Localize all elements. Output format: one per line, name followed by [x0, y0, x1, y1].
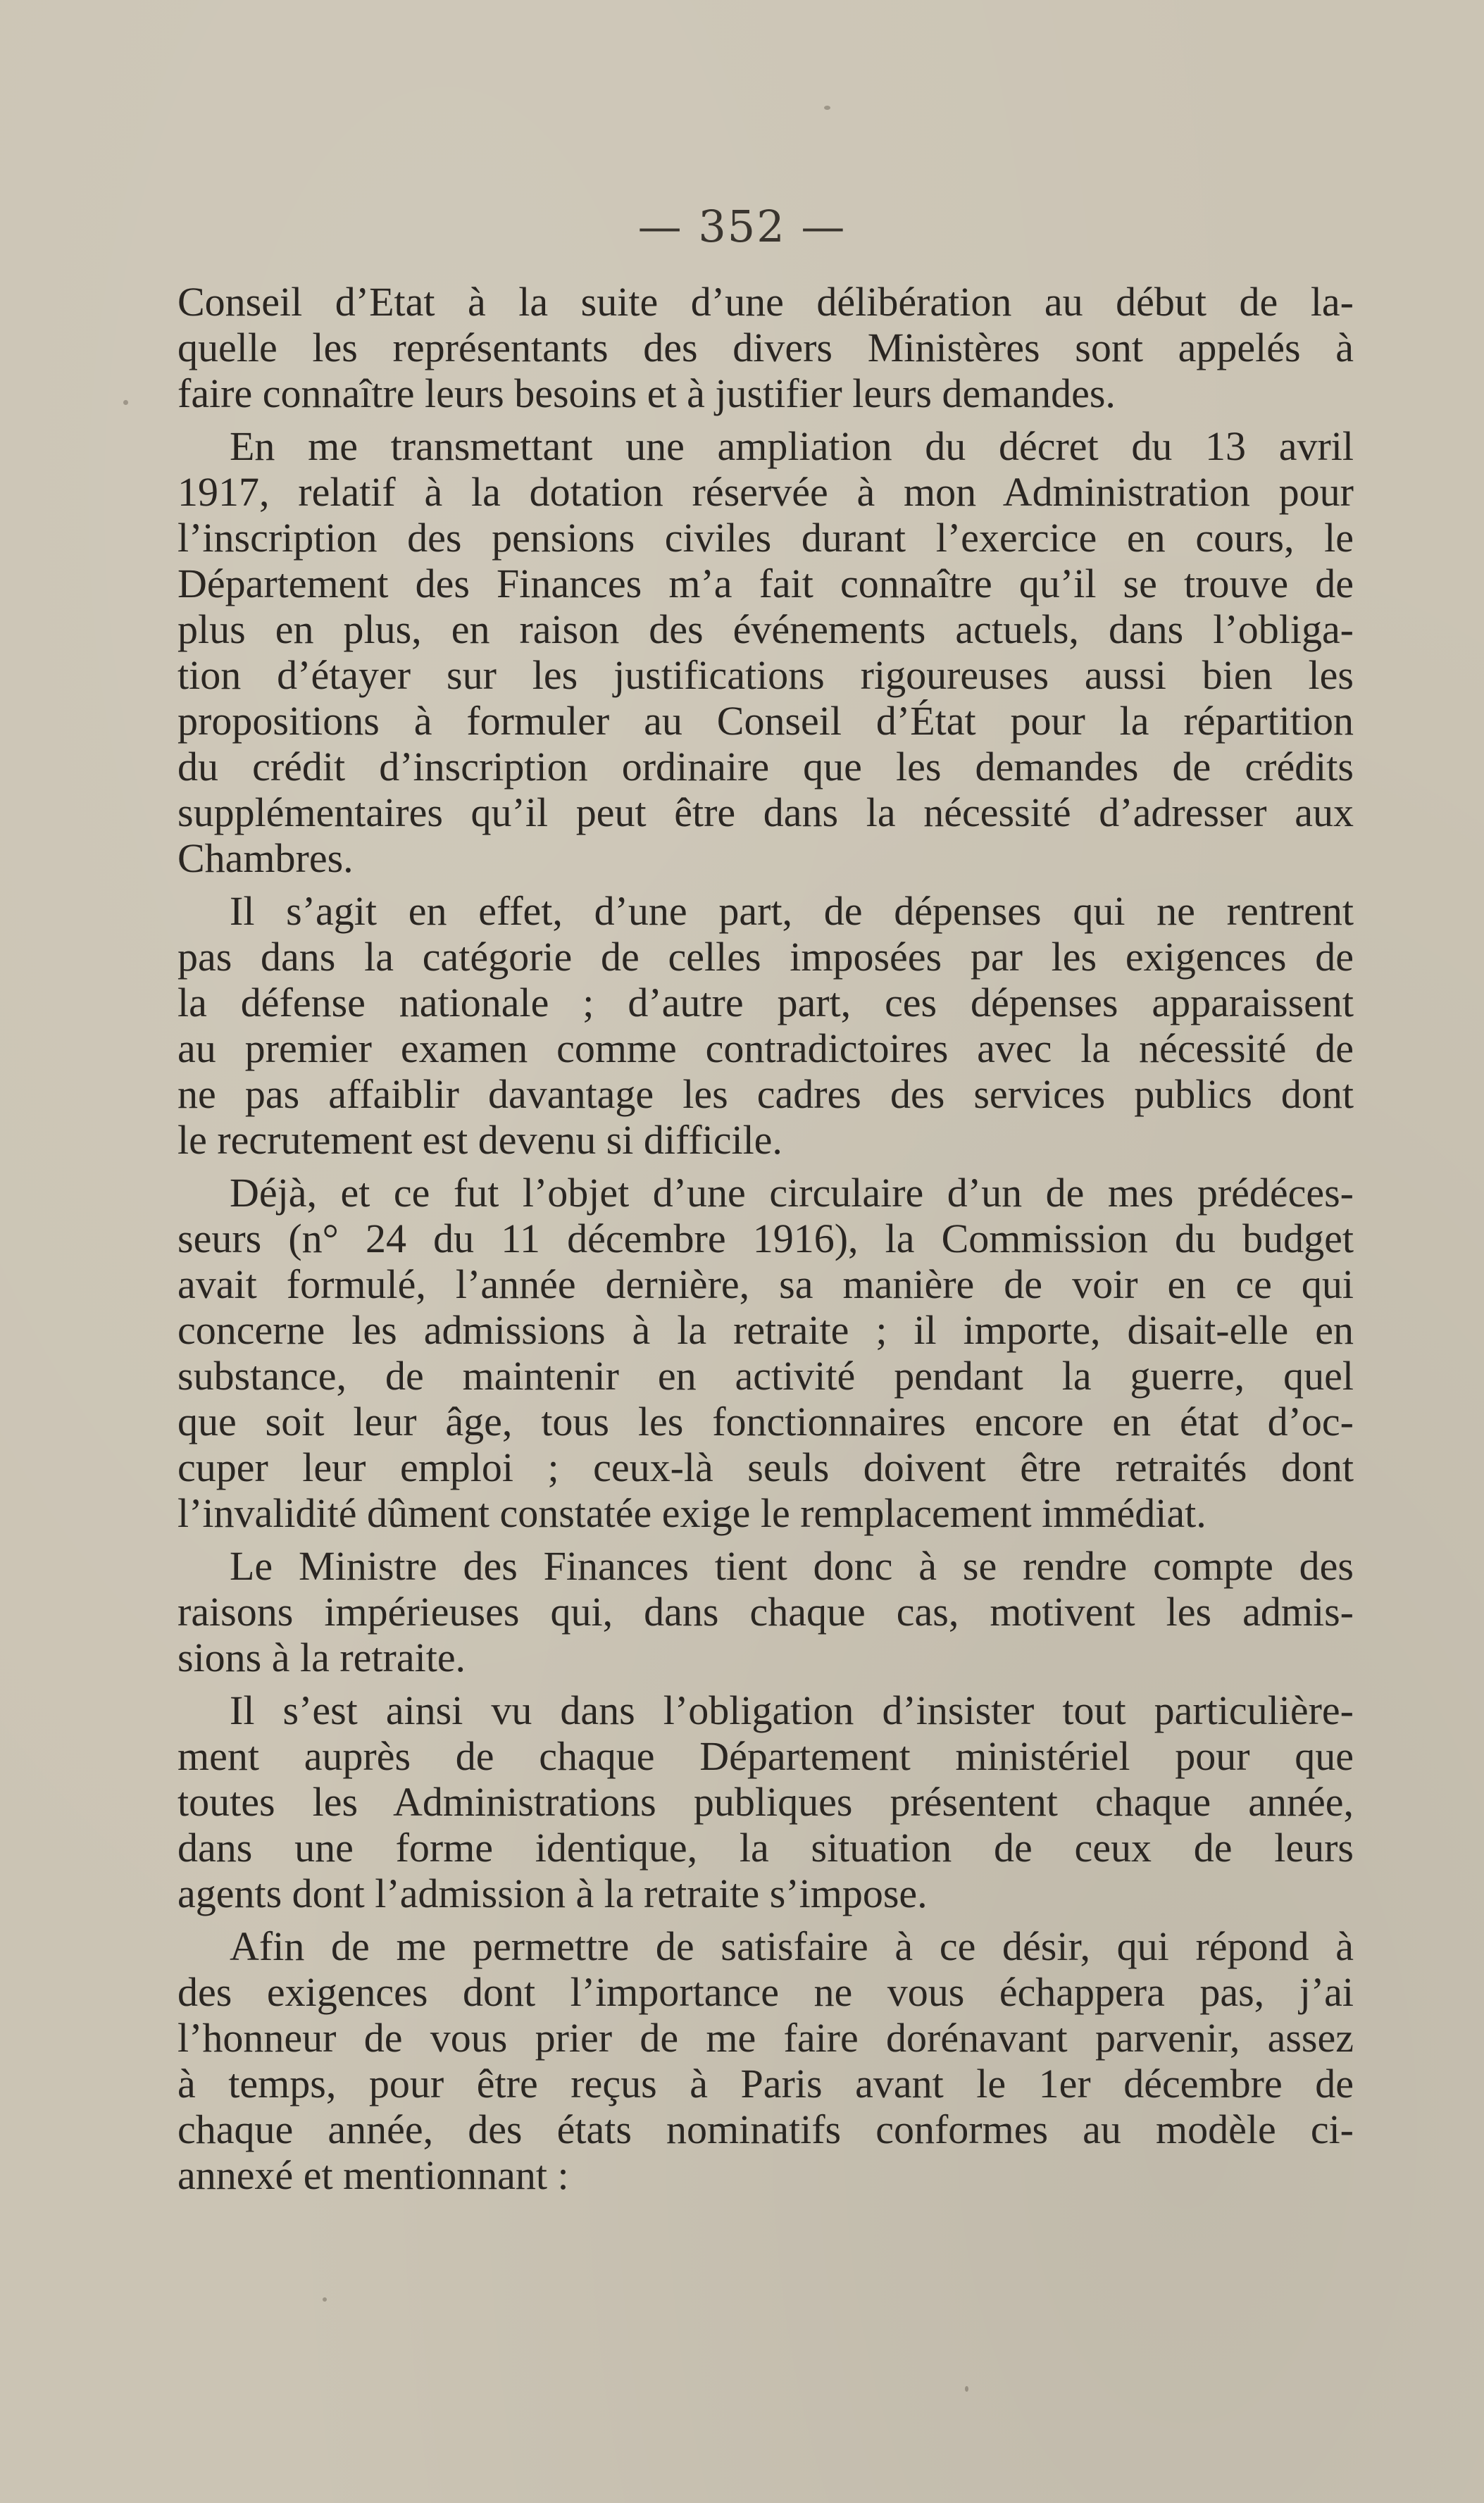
paragraph-2: [177, 423, 1354, 881]
text-line: sions à la retraite.: [177, 1635, 466, 1680]
body-text: [177, 279, 1354, 2205]
paper-speck: [824, 106, 830, 110]
text-line: seurs (n° 24 du 11 décembre 1916), la Commission du budget: [177, 1216, 1354, 1261]
text-line: à temps, pour être reçus à Paris avant le 1er décembre de: [177, 2061, 1354, 2106]
paragraph-6: [177, 1687, 1354, 1916]
text-line: supplémentaires qu’il peut être dans la nécessité d’adresser aux: [177, 789, 1354, 835]
text-line: du crédit d’inscription ordinaire que les demandes de crédits: [177, 744, 1354, 789]
text-line: ne pas affaiblir davantage les cadres des services publics dont: [177, 1071, 1354, 1117]
text-line: tion d’étayer sur les justifications rigoureuses aussi bien les: [177, 652, 1354, 698]
paragraph-7: [177, 1923, 1354, 2198]
text-line: Le Ministre des Finances tient donc à se rendre compte des: [230, 1543, 1354, 1589]
text-line: que soit leur âge, tous les fonctionnaires encore en état d’oc-: [177, 1399, 1354, 1444]
text-line: annexé et mentionnant :: [177, 2152, 569, 2198]
paragraph-3: [177, 888, 1354, 1163]
paragraph-4: [177, 1170, 1354, 1536]
text-line: Il s’est ainsi vu dans l’obligation d’insister tout particulière-: [230, 1687, 1354, 1733]
text-line: propositions à formuler au Conseil d’État pour la répartition: [177, 698, 1354, 744]
text-line: avait formulé, l’année dernière, sa manière de voir en ce qui: [177, 1261, 1354, 1307]
text-line: chaque année, des états nominatifs conformes au modèle ci-: [177, 2106, 1354, 2152]
text-line: Chambres.: [177, 835, 354, 881]
text-line: ment auprès de chaque Département ministériel pour que: [177, 1733, 1354, 1779]
text-line: quelle les représentants des divers Ministères sont appelés à: [177, 325, 1354, 370]
paragraph-5: [177, 1543, 1354, 1680]
text-line: l’invalidité dûment constatée exige le remplacement immédiat.: [177, 1490, 1206, 1536]
text-line: l’honneur de vous prier de me faire dorénavant parvenir, assez: [177, 2015, 1354, 2061]
text-line: cuper leur emploi ; ceux-là seuls doivent être retraités dont: [177, 1444, 1354, 1490]
text-line: des exigences dont l’importance ne vous échappera pas, j’ai: [177, 1969, 1354, 2015]
paper-speck: [123, 400, 128, 405]
text-line: plus en plus, en raison des événements actuels, dans l’obliga-: [177, 606, 1354, 652]
text-line: Il s’agit en effet, d’une part, de dépenses qui ne rentrent: [230, 888, 1354, 934]
text-line: Département des Finances m’a fait connaître qu’il se trouve de: [177, 561, 1354, 606]
text-line: l’inscription des pensions civiles durant l’exercice en cours, le: [177, 515, 1354, 561]
text-line: Conseil d’Etat à la suite d’une délibération au début de la-: [177, 279, 1354, 325]
text-line: au premier examen comme contradictoires avec la nécessité de: [177, 1025, 1354, 1071]
text-line: 1917, relatif à la dotation réservée à mon Administration pour: [177, 469, 1354, 515]
paragraph-1: [177, 279, 1354, 416]
paper-speck: [965, 2386, 968, 2392]
text-line: concerne les admissions à la retraite ; il importe, disait-elle en: [177, 1307, 1354, 1353]
page-number: — 352 —: [637, 201, 847, 252]
text-line: la défense nationale ; d’autre part, ces dépenses apparaissent: [177, 980, 1354, 1025]
text-line: agents dont l’admission à la retraite s’impose.: [177, 1871, 928, 1916]
text-line: pas dans la catégorie de celles imposées par les exigences de: [177, 934, 1354, 980]
text-line: faire connaître leurs besoins et à justifier leurs demandes.: [177, 370, 1116, 416]
text-line: le recrutement est devenu si difficile.: [177, 1117, 782, 1163]
text-line: En me transmettant une ampliation du décret du 13 avril: [230, 423, 1354, 469]
text-line: Afin de me permettre de satisfaire à ce désir, qui répond à: [230, 1923, 1354, 1969]
text-line: Déjà, et ce fut l’objet d’une circulaire d’un de mes prédéces-: [230, 1170, 1354, 1216]
text-line: dans une forme identique, la situation de ceux de leurs: [177, 1825, 1354, 1871]
paper-speck: [323, 2297, 327, 2302]
text-line: raisons impérieuses qui, dans chaque cas, motivent les admis-: [177, 1589, 1354, 1635]
text-line: toutes les Administrations publiques présentent chaque année,: [177, 1779, 1354, 1825]
text-line: substance, de maintenir en activité pendant la guerre, quel: [177, 1353, 1354, 1399]
